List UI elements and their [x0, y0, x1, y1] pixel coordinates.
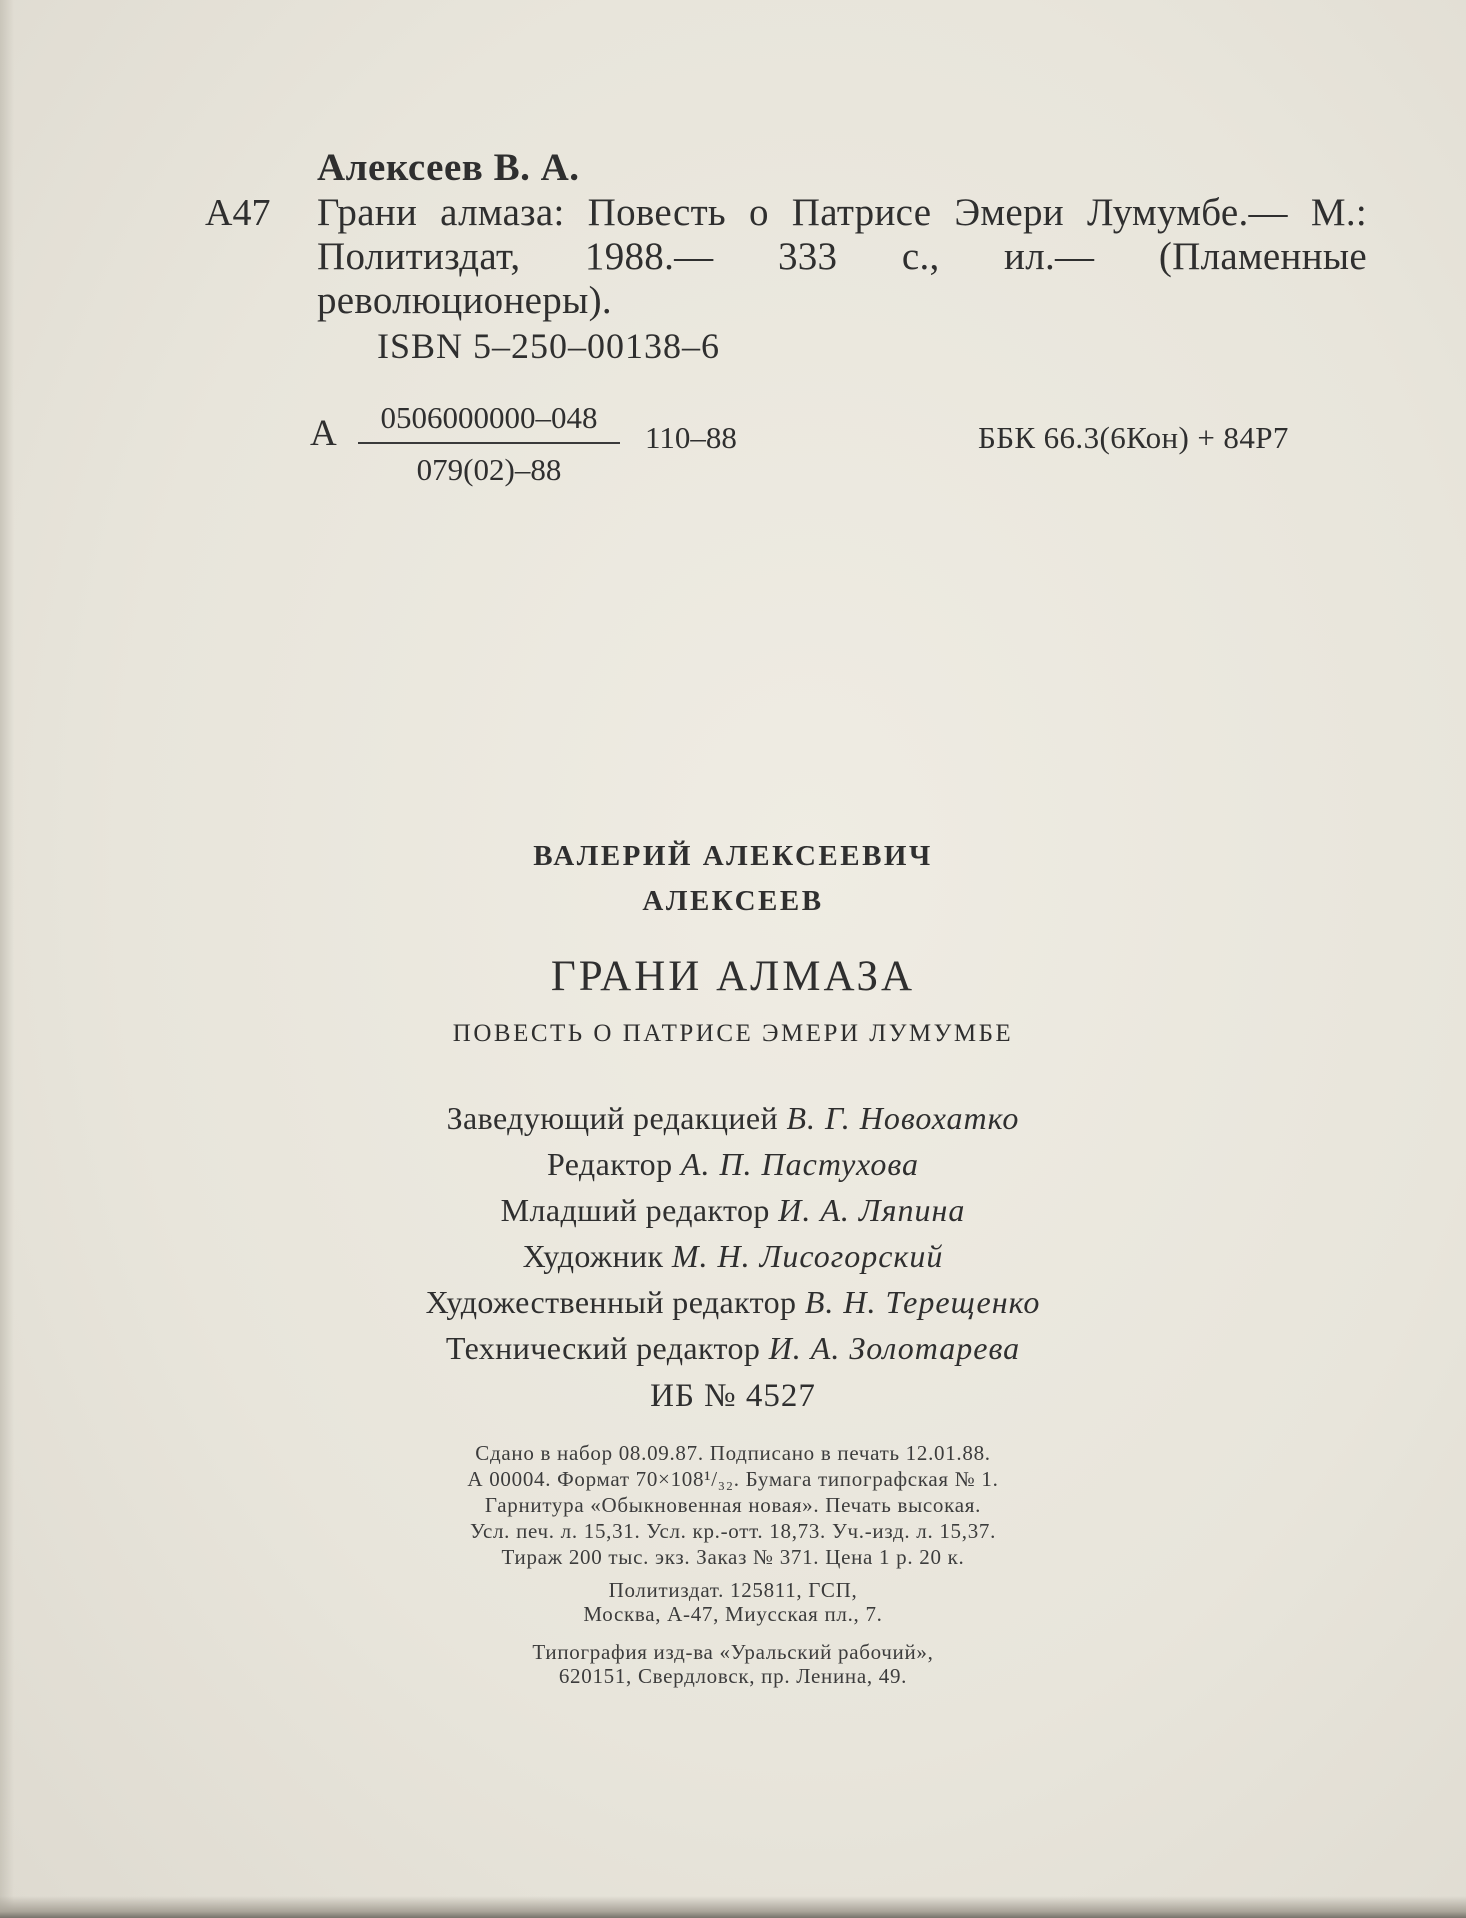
printing-house-line: 620151, Свердловск, пр. Ленина, 49.: [558, 1664, 908, 1688]
credit-line: [0, 1279, 1466, 1325]
credit-role: Заведующий редакцией: [446, 1100, 787, 1136]
print-detail-line: А 00004. Формат 70×108¹/₃₂. Бумага типографская № 1.: [467, 1467, 999, 1491]
print-detail-line: Сдано в набор 08.09.87. Подписано в печать 12.01.88.: [475, 1441, 991, 1465]
code-numerator: 0506000000–048: [380, 400, 598, 435]
credit-name: А. П. Пастухова: [680, 1146, 920, 1182]
catalog-isbn: ISBN 5–250–00138–6: [377, 326, 721, 366]
book-title: ГРАНИ АЛМАЗА: [550, 953, 916, 1000]
publisher-address: [0, 1578, 1466, 1626]
credit-role: Редактор: [546, 1146, 681, 1182]
code-letter: А: [310, 413, 337, 454]
credit-name: И. А. Золотарева: [768, 1330, 1021, 1366]
classification-codes: [310, 400, 1390, 487]
publisher-line: Политиздат. 125811, ГСП,: [608, 1578, 858, 1602]
code-fraction: [354, 400, 624, 488]
print-detail-line: Тираж 200 тыс. экз. Заказ № 371. Цена 1 р. 20 к.: [501, 1545, 965, 1569]
print-detail-line: Гарнитура «Обыкновенная новая». Печать высокая.: [484, 1493, 982, 1517]
catalog-description: Грани алмаза: Повесть о Патрисе Эмери Лумумбе.— М.: Политиздат, 1988.— 333 с., ил.— (Пламенные революционеры).: [317, 191, 1367, 322]
code-bbk: ББК 66.3(6Кон) + 84Р7: [978, 420, 1289, 455]
author-surname: АЛЕКСЕЕВ: [642, 885, 824, 917]
printing-house-line: Типография изд-ва «Уральский рабочий»,: [532, 1640, 934, 1664]
credit-name: И. А. Ляпина: [778, 1192, 966, 1228]
catalog-code: А47: [205, 192, 271, 234]
print-detail-line: Усл. печ. л. 15,31. Усл. кр.-отт. 18,73. Уч.-изд. л. 15,37.: [469, 1519, 997, 1543]
author-first-names: ВАЛЕРИЙ АЛЕКСЕЕВИЧ: [533, 840, 933, 872]
book-subtitle: ПОВЕСТЬ О ПАТРИСЕ ЭМЕРИ ЛУМУМБЕ: [452, 1020, 1014, 1047]
credit-name: В. Г. Новохатко: [786, 1100, 1020, 1136]
credit-line: [0, 1325, 1466, 1371]
printing-house-address: [0, 1640, 1466, 1688]
catalog-author: Алексеев В. А.: [317, 146, 580, 189]
code-order: 110–88: [645, 420, 737, 455]
credit-role: Художественный редактор: [425, 1284, 805, 1320]
credit-role: Художник: [522, 1238, 672, 1274]
credits-list: [0, 1095, 1466, 1371]
ib-number: ИБ № 4527: [650, 1378, 816, 1414]
code-denominator: 079(02)–88: [416, 452, 562, 487]
credit-name: М. Н. Лисогорский: [671, 1238, 944, 1274]
credit-line: [0, 1141, 1466, 1187]
credit-line: [0, 1233, 1466, 1279]
credit-role: Технический редактор: [445, 1330, 769, 1366]
credit-line: [0, 1095, 1466, 1141]
publisher-line: Москва, А-47, Миусская пл., 7.: [583, 1602, 883, 1626]
page-bottom-edge-shadow: [0, 1896, 1466, 1918]
print-details: [0, 1440, 1466, 1570]
credit-name: В. Н. Терещенко: [804, 1284, 1041, 1320]
credit-role: Младший редактор: [500, 1192, 779, 1228]
credit-line: [0, 1187, 1466, 1233]
